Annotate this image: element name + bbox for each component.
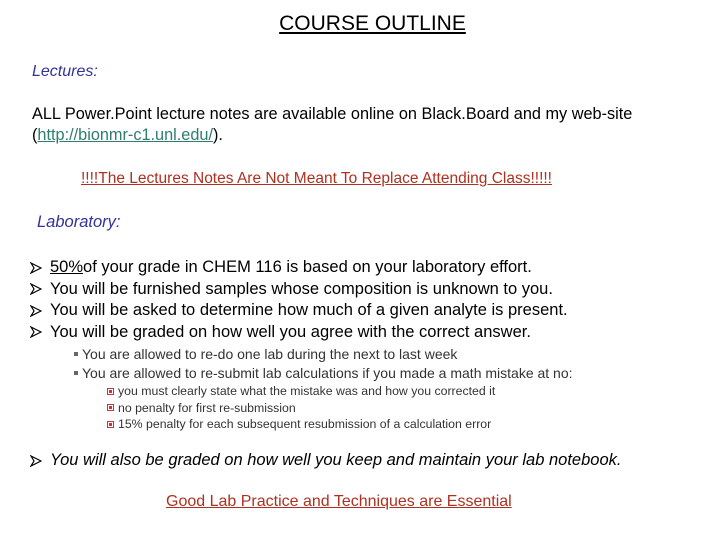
- list-item: [107, 383, 495, 400]
- square-bullet-icon: [74, 352, 78, 356]
- list-item-text: of your grade in CHEM 116 is based on your laboratory effort.: [83, 258, 532, 276]
- list-item-text: you must clearly state what the mistake was and how you corrected it: [118, 384, 496, 398]
- arrow-bullet-icon: [30, 305, 50, 317]
- list-item: [30, 322, 568, 344]
- arrow-bullet-icon: [30, 283, 50, 295]
- arrow-bullet-icon: [30, 326, 50, 338]
- list-item: [30, 257, 568, 279]
- lab-bullet-list: [30, 257, 568, 343]
- arrow-bullet-icon: [30, 455, 50, 467]
- list-item: [107, 400, 495, 417]
- grade-percent: 50%: [50, 258, 84, 276]
- list-item: [74, 345, 573, 364]
- list-item: [30, 279, 568, 301]
- box-bullet-icon: [107, 404, 114, 411]
- box-bullet-icon: [107, 388, 114, 395]
- list-item-text: You will also be graded on how well you keep and maintain your lab notebook.: [50, 451, 622, 469]
- page-title: COURSE OUTLINE: [279, 12, 466, 35]
- box-bullet-icon: [107, 421, 114, 428]
- attendance-warning: !!!!The Lectures Notes Are Not Meant To Replace Attending Class!!!!!: [81, 170, 552, 187]
- list-item-text: 15% penalty for each subsequent resubmission of a calculation error: [118, 417, 492, 431]
- laboratory-heading: Laboratory:: [37, 213, 121, 231]
- notebook-bullet: [30, 451, 621, 470]
- lectures-text: [32, 104, 682, 146]
- lectures-heading: Lectures:: [32, 63, 98, 80]
- sub-bullet-list: [74, 345, 573, 382]
- list-item-text: no penalty for first re-submission: [118, 400, 296, 415]
- lectures-text-after: ).: [213, 126, 223, 144]
- list-item-text: You are allowed to re-do one lab during the next to last week: [82, 346, 458, 362]
- list-item-text: You are allowed to re-submit lab calculations if you made a math mistake at no:: [82, 364, 573, 381]
- list-item: [74, 364, 573, 383]
- list-item: [107, 416, 495, 433]
- list-item-text: You will be graded on how well you agree with the correct answer.: [50, 322, 531, 341]
- lectures-text-before: ALL Power.Point lecture notes are available online on Black.Board and my web-site (: [32, 105, 633, 144]
- square-bullet-icon: [74, 371, 78, 375]
- list-item-text: You will be furnished samples whose composition is unknown to you.: [50, 279, 553, 298]
- list-item-text: You will be asked to determine how much of a given analyte is present.: [50, 301, 568, 319]
- list-item: [30, 300, 568, 322]
- footer-tagline: Good Lab Practice and Techniques are Essential: [166, 493, 512, 510]
- arrow-bullet-icon: [30, 262, 50, 274]
- sub-sub-bullet-list: [107, 383, 495, 433]
- website-link[interactable]: http://bionmr-c1.unl.edu/: [37, 126, 213, 144]
